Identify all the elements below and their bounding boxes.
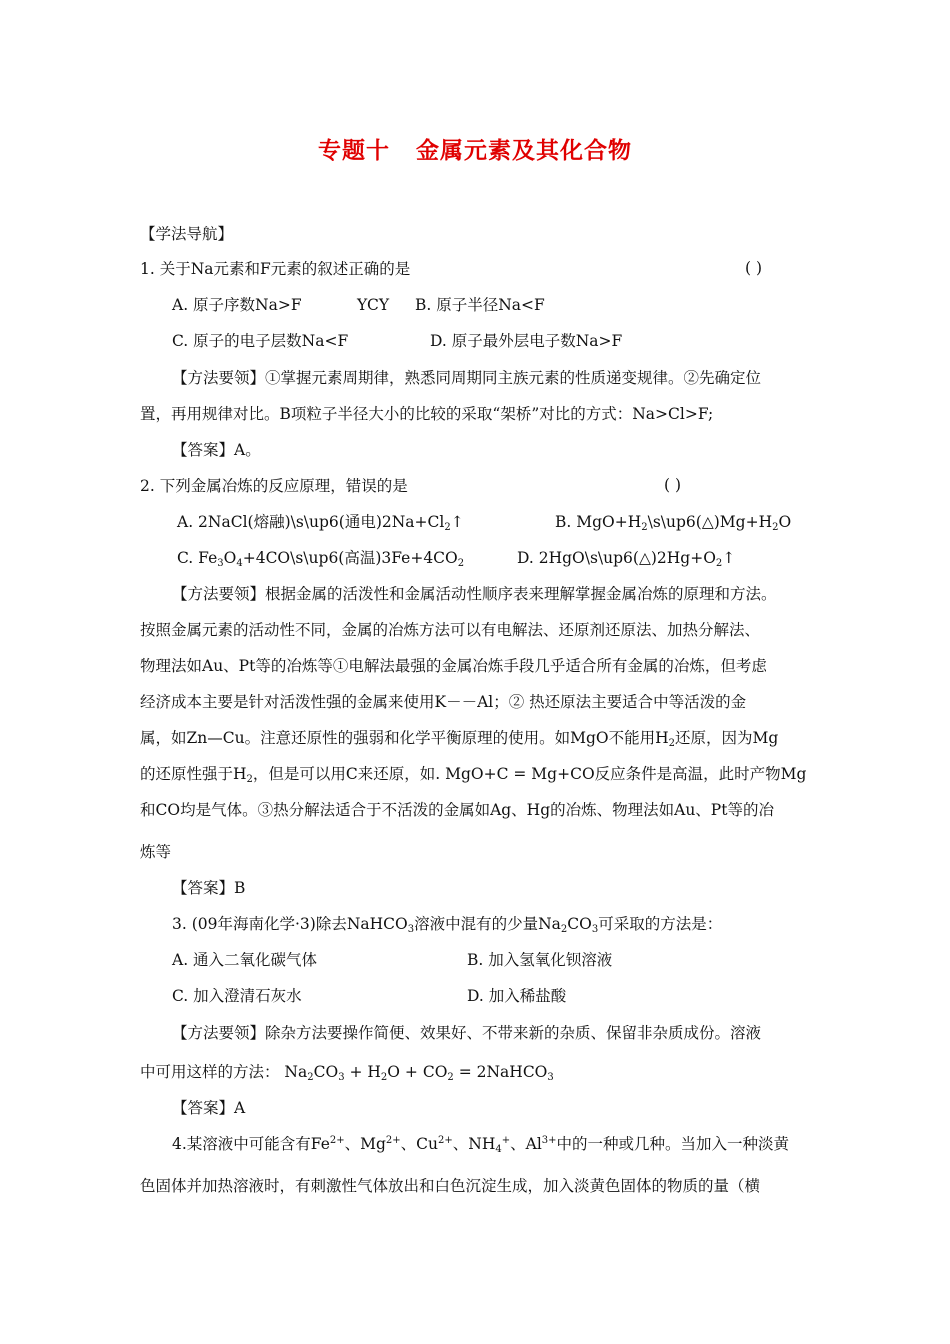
q2-method-line-1: 【方法要领】根据金属的活泼性和金属活动性顺序表来理解掌握金属冶炼的原理和方法。	[172, 585, 777, 603]
q2-method-line-7: 和CO均是气体。③热分解法适合于不活泼的金属如Ag、Hg的冶炼、物理法如Au、Pt等的冶	[140, 801, 774, 819]
q3-method-line-1: 【方法要领】除杂方法要操作简便、效果好、不带来新的杂质、保留非杂质成份。溶液	[172, 1024, 762, 1042]
q2-method-line-3: 物理法如Au、Pt等的冶炼等①电解法最强的金属冶炼手段几乎适合所有金属的冶炼，但考虑	[140, 657, 767, 675]
q2-method-line-2: 按照金属元素的活动性不同，金属的冶炼方法可以有电解法、还原剂还原法、加热分解法、	[140, 621, 761, 639]
q2-method-line-5: 属，如Zn—Cu。注意还原性的强弱和化学平衡原理的使用。如MgO不能用$H_2$还原，因为Mg	[140, 729, 779, 749]
page-title	[0, 132, 950, 165]
q4-line-1: 4.某溶液中可能含有$Fe^{2+}$、$Mg^{2+}$、$Cu^{2+}$、$NH_4^+$、$Al^{3+}$中的一种或几种。当加入一种淡黄	[172, 1135, 790, 1155]
q2-option-c: C. $Fe_3O_4+4CO\backslash s\backslash up6$(高温)$3Fe+4CO_2$	[177, 549, 465, 569]
q2-option-a: A. 2NaCl(熔融)\s\up6(通电)$2Na+Cl_2↑$	[177, 513, 464, 533]
q1-option-a: A. 原子序数Na>F	[172, 296, 302, 314]
q3-option-c: C. 加入澄清石灰水	[172, 987, 302, 1005]
q3-option-a: A. 通入二氧化碳气体	[172, 951, 318, 969]
q1-option-c: C. 原子的电子层数Na<F	[172, 332, 349, 350]
q2-answer-bracket: ( )	[664, 476, 682, 494]
title-topic-name: 金属元素及其化合物	[416, 138, 632, 164]
q1-method-line-2: 置，再用规律对比。B项粒子半径大小的比较的采取“架桥”对比的方式：Na>Cl>F;	[140, 405, 714, 423]
q1-option-b: B. 原子半径Na<F	[415, 296, 545, 314]
q2-option-b: B. $MgO+H_2\backslash s\backslash up6(\triangle)Mg+H_2O$	[555, 513, 792, 533]
section-heading: 【学法导航】	[140, 225, 234, 243]
q3-answer: 【答案】A	[172, 1099, 246, 1117]
q2-method-line-8: 炼等	[140, 843, 172, 861]
q2-answer: 【答案】B	[172, 879, 246, 897]
q2-stem: 2. 下列金属冶炼的反应原理，错误的是	[140, 477, 408, 495]
q1-watermark: YCY	[357, 296, 390, 314]
q3-option-b: B. 加入氢氧化钡溶液	[467, 951, 613, 969]
q2-option-d: D. $2HgO\backslash s\backslash up6(\triangle)2Hg+O_2↑$	[517, 549, 736, 569]
q1-answer-bracket: ( )	[745, 259, 763, 277]
title-topic-number: 专题十	[318, 138, 390, 164]
q2-method-line-4: 经济成本主要是针对活泼性强的金属来使用K－－Al；② 热还原法主要适合中等活泼的金	[140, 693, 747, 711]
q1-stem: 1. 关于Na元素和F元素的叙述正确的是	[140, 260, 411, 278]
q1-answer: 【答案】A。	[172, 441, 261, 459]
q1-option-d: D. 原子最外层电子数Na>F	[430, 332, 623, 350]
q2-method-line-6: 的还原性强于$H_2$，但是可以用C来还原，如. MgO+C = Mg+CO反应条件是高温，此时产物Mg	[140, 765, 807, 785]
q3-stem: 3. (09年海南化学·3)除去NaHCO$_3$溶液中混有的少量$Na_2CO_3$可采取的方法是：	[172, 915, 723, 935]
q1-method-line-1: 【方法要领】①掌握元素周期律，熟悉同周期同主族元素的性质递变规律。②先确定位	[172, 369, 762, 387]
q3-option-d: D. 加入稀盐酸	[467, 987, 567, 1005]
q3-method-line-2: 中可用这样的方法： $Na_2CO_3 + H_2O + CO_2$ = 2NaHCO$_3$	[140, 1063, 554, 1083]
q4-line-2: 色固体并加热溶液时，有刺激性气体放出和白色沉淀生成，加入淡黄色固体的物质的量（横	[140, 1177, 761, 1195]
